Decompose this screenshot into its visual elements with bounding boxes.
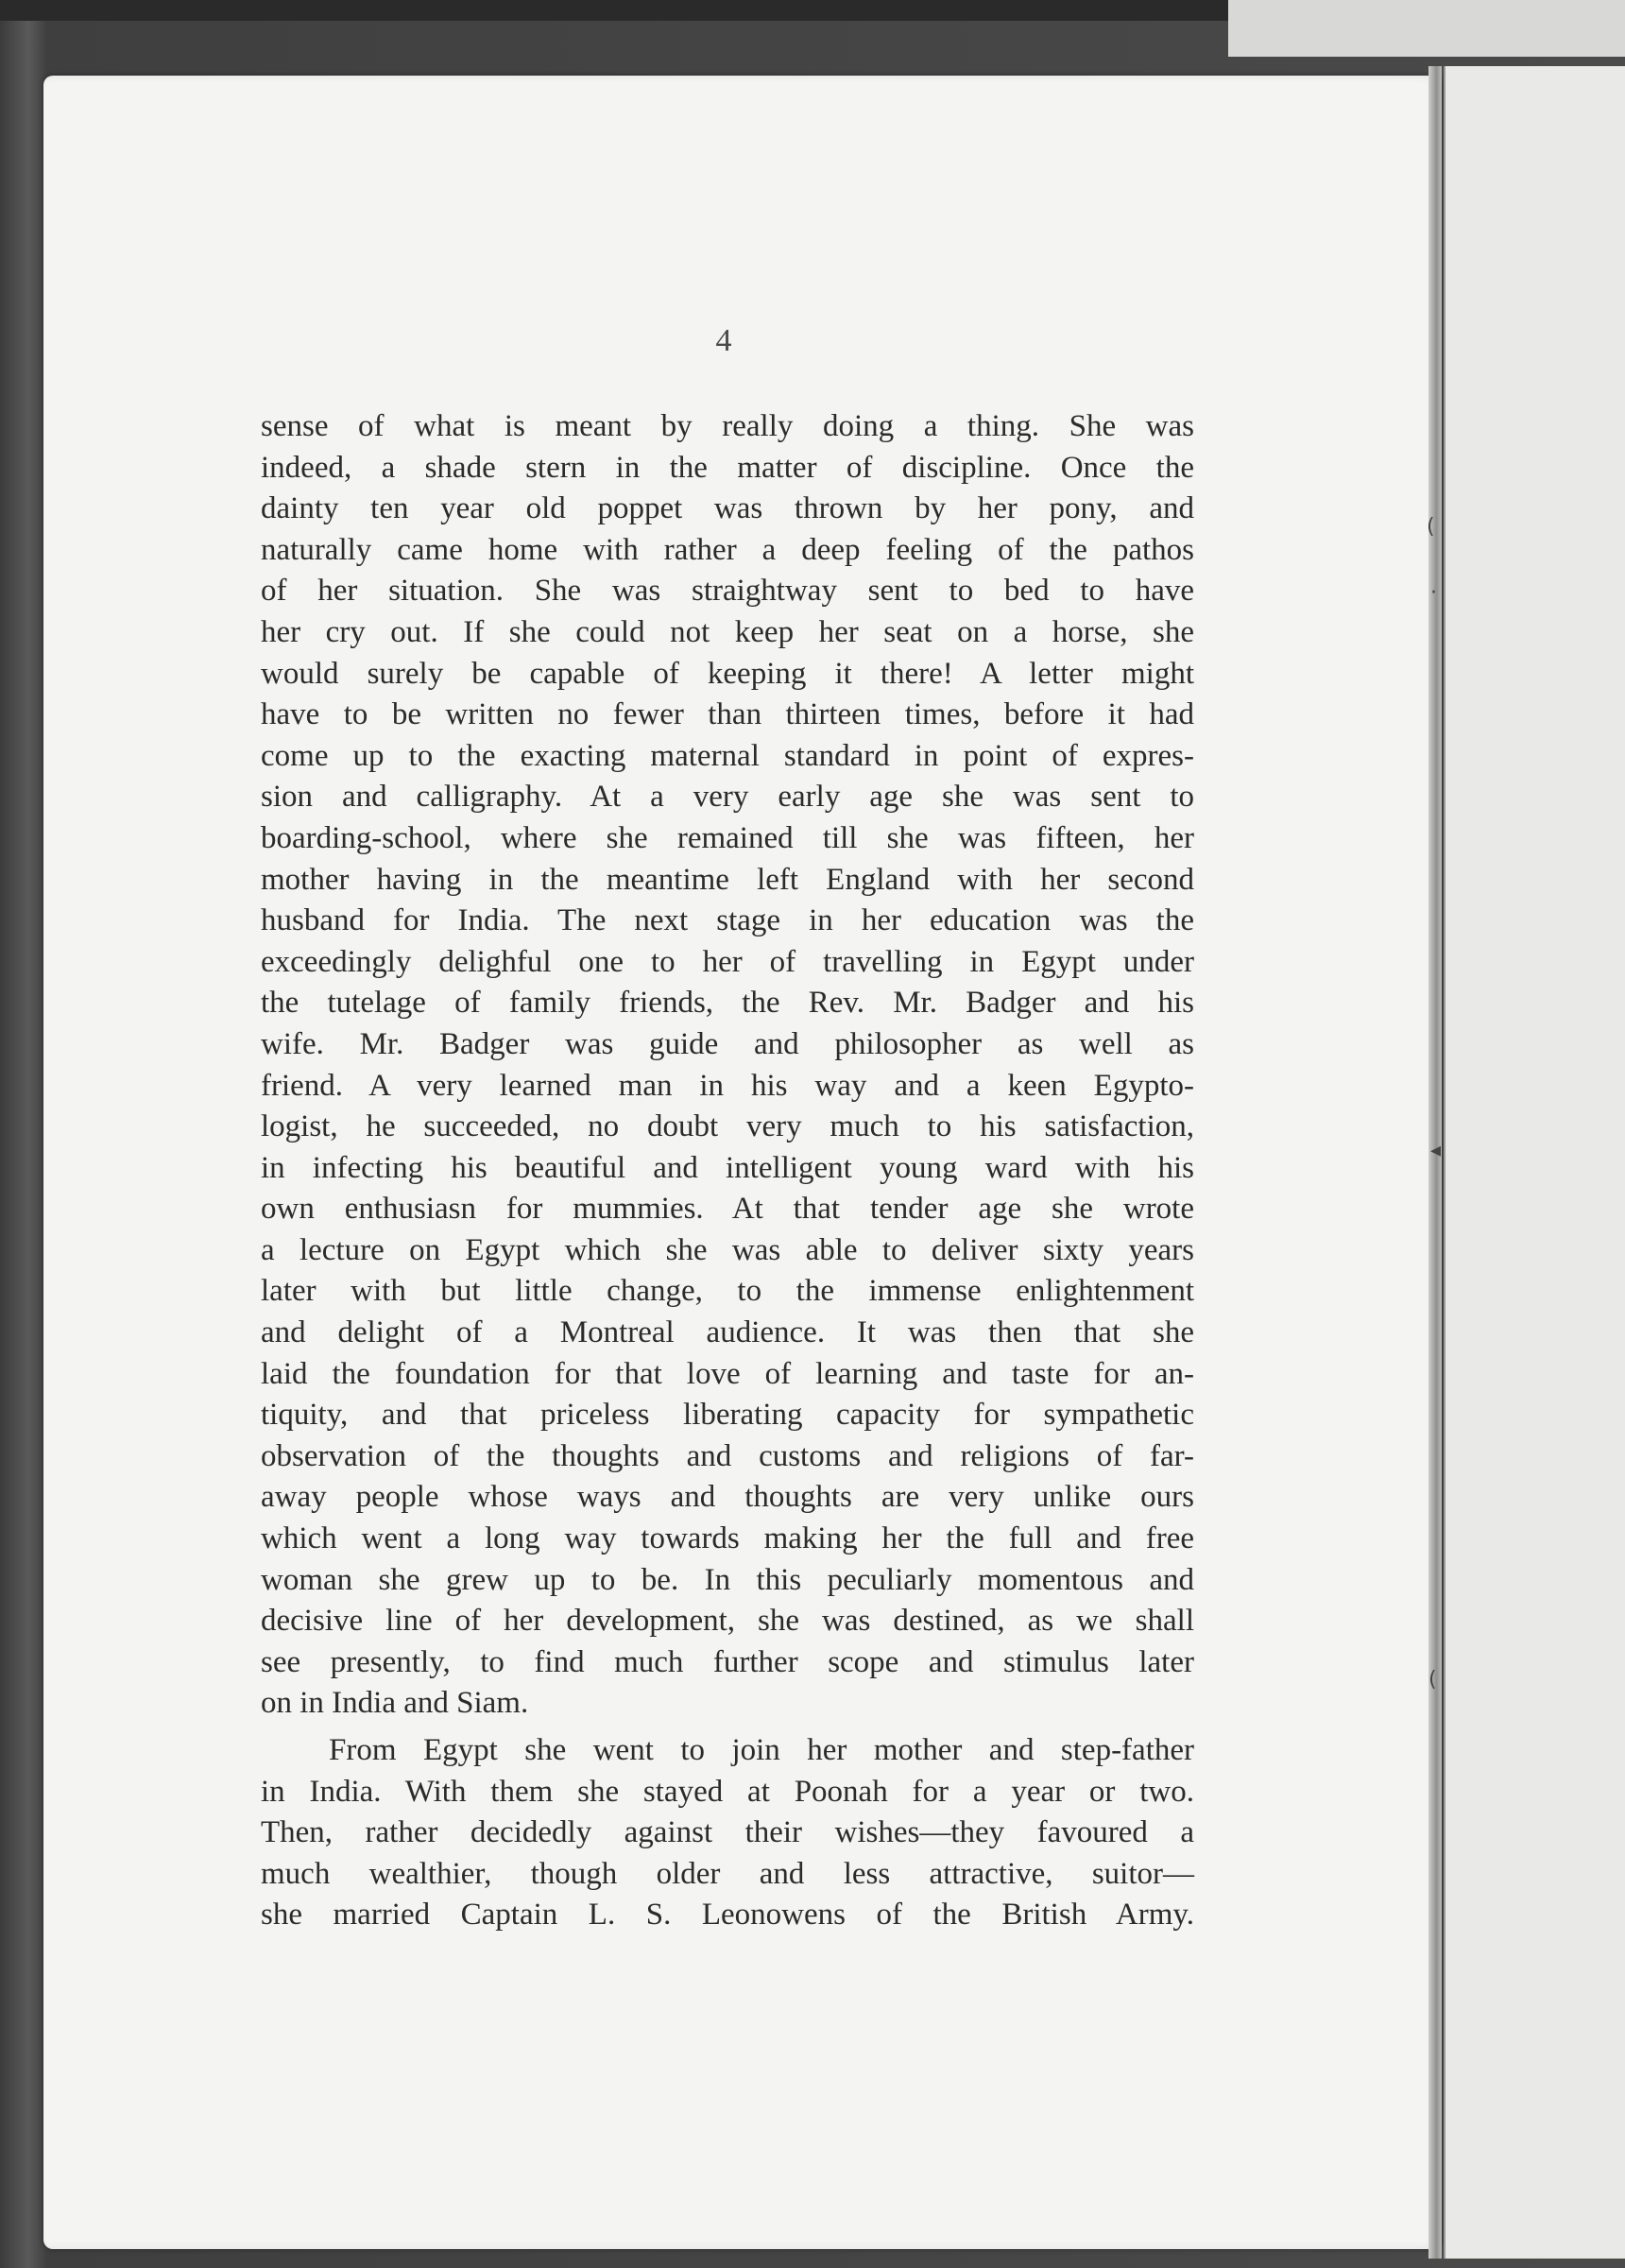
text-line: in infecting his beautiful and intelligent young ward with his — [261, 1150, 1194, 1185]
text-line: logist, he succeeded, no doubt very much to his satisfaction, — [261, 1109, 1194, 1144]
text-line: would surely be capable of keeping it there! A letter might — [261, 656, 1194, 691]
text-line: her cry out. If she could not keep her seat on a horse, she — [261, 614, 1194, 649]
page-number: 4 — [715, 323, 732, 358]
text-line: laid the foundation for that love of learning and taste for an- — [261, 1356, 1194, 1391]
scan-border-top-right — [1228, 0, 1625, 57]
text-line: woman she grew up to be. In this peculiarly momentous and — [261, 1562, 1194, 1597]
binding-mark: ( — [1428, 1668, 1437, 1692]
facing-page-edge — [1444, 66, 1625, 2259]
text-line: naturally came home with rather a deep feeling of the pathos — [261, 532, 1194, 567]
paragraph — [261, 1730, 1194, 1936]
text-line: much wealthier, though older and less attractive, suitor— — [261, 1856, 1194, 1891]
text-line: later with but little change, to the immense enlightenment — [261, 1274, 1194, 1309]
text-line: see presently, to find much further scope and stimulus later — [261, 1644, 1194, 1679]
text-line: of her situation. She was straightway sent to bed to have — [261, 574, 1194, 609]
text-line: dainty ten year old poppet was thrown by her pony, and — [261, 491, 1194, 526]
text-line: friend. A very learned man in his way and a keen Egypto- — [261, 1068, 1194, 1103]
text-line: decisive line of her development, she was destined, as we shall — [261, 1604, 1194, 1639]
binding-mark: ◂ — [1430, 1139, 1442, 1162]
text-line: which went a long way towards making her the full and free — [261, 1521, 1194, 1556]
body-text — [261, 406, 1194, 1936]
text-line: the tutelage of family friends, the Rev. Mr. Badger and his — [261, 986, 1194, 1021]
text-line: From Egypt she went to join her mother and step-father — [329, 1733, 1194, 1767]
text-line: husband for India. The next stage in her education was the — [261, 903, 1194, 938]
text-line: mother having in the meantime left England with her second — [261, 862, 1194, 897]
text-line: in India. With them she stayed at Poonah for a year or two. — [261, 1774, 1194, 1809]
text-line: she married Captain L. S. Leonowens of the British Army. — [261, 1898, 1194, 1933]
text-line: exceedingly delighful one to her of travelling in Egypt under — [261, 944, 1194, 979]
text-line: away people whose ways and thoughts are very unlike ours — [261, 1480, 1194, 1515]
text-line: and delight of a Montreal audience. It was then that she — [261, 1315, 1194, 1350]
text-line: Then, rather decidedly against their wishes—they favoured a — [261, 1815, 1194, 1850]
text-line: boarding-school, where she remained till she was fifteen, her — [261, 820, 1194, 855]
text-line: have to be written no fewer than thirteen times, before it had — [261, 697, 1194, 732]
text-line: a lecture on Egypt which she was able to deliver sixty years — [261, 1232, 1194, 1267]
text-line: tiquity, and that priceless liberating capacity for sympathetic — [261, 1398, 1194, 1433]
book-gutter — [1428, 66, 1442, 2259]
text-line: indeed, a shade stern in the matter of discipline. Once the — [261, 450, 1194, 485]
binding-mark: ( — [1427, 515, 1435, 539]
text-line: on in India and Siam. — [261, 1686, 529, 1721]
text-line: observation of the thoughts and customs and religions of far- — [261, 1438, 1194, 1473]
text-line: come up to the exacting maternal standard in point of expres- — [261, 738, 1194, 773]
paragraph — [261, 406, 1194, 1725]
text-line: wife. Mr. Badger was guide and philosopher as well as — [261, 1026, 1194, 1061]
text-line: sion and calligraphy. At a very early age she was sent to — [261, 780, 1194, 815]
text-line: own enthusiasn for mummies. At that tender age she wrote — [261, 1192, 1194, 1227]
binding-mark: · — [1430, 581, 1437, 605]
text-line: sense of what is meant by really doing a thing. She was — [261, 409, 1194, 443]
